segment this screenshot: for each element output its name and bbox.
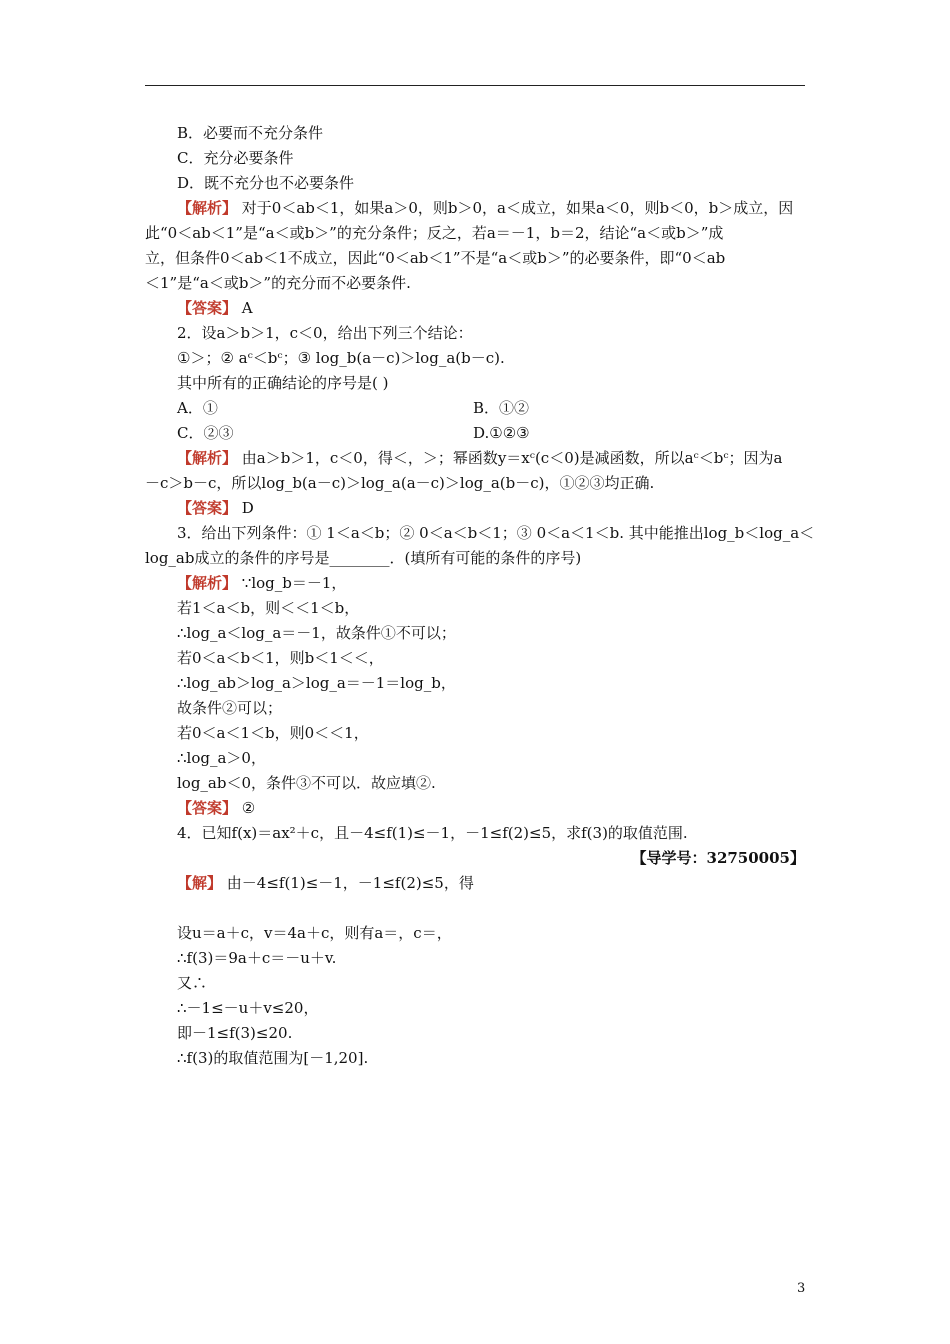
- page-number: 3: [797, 1281, 806, 1296]
- analysis-1-line-3: 立，但条件0＜ab＜1不成立，因此“0＜ab＜1”不是“a＜或b＞”的必要条件，即“0＜ab: [145, 249, 726, 267]
- solution-4-line-4: 又∴: [177, 974, 208, 992]
- analysis-3-line-3: ∴log_a＜log_a＝－1，故条件①不可以；: [177, 624, 456, 642]
- option-d: D.①②③: [473, 424, 530, 442]
- question-2-stem: 2．设a＞b＞1，c＜0，给出下列三个结论：: [177, 324, 473, 342]
- solution-text: 由－4≤f(1)≤－1，－1≤f(2)≤5，得: [222, 874, 474, 892]
- option-b: B．①②: [473, 399, 530, 417]
- analysis-text: ∵log_b＝－1，: [237, 574, 347, 592]
- answer-2: [177, 496, 254, 520]
- option-c: C．②③: [177, 424, 234, 442]
- analysis-3-line-1: [177, 571, 346, 595]
- answer-text: D: [237, 499, 254, 517]
- solution-4-line-6: 即－1≤f(3)≤20.: [177, 1024, 293, 1042]
- solution-4-line-5: ∴－1≤－u＋v≤20，: [177, 999, 319, 1017]
- analysis-3-line-7: 若0＜a＜1＜b，则0＜＜1，: [177, 724, 369, 742]
- analysis-1-line-2: 此“0＜ab＜1”是“a＜或b＞”的充分条件；反之，若a＝－1，b＝2，结论“a＜或b＞”成: [145, 224, 724, 242]
- analysis-3-line-8: ∴log_a＞0，: [177, 749, 266, 767]
- analysis-3-line-6: 故条件②可以；: [177, 699, 283, 717]
- solution-4-line-3: ∴f(3)＝9a＋c＝－u＋v.: [177, 949, 337, 967]
- option-c: C．充分必要条件: [177, 149, 294, 167]
- question-4-stem: 4．已知f(x)＝ax²＋c，且－4≤f(1)≤－1，－1≤f(2)≤5，求f(3)的取值范围.: [177, 824, 688, 842]
- solution-4-line-2: 设u＝a＋c，v＝4a＋c，则有a＝，c＝，: [177, 924, 452, 942]
- analysis-3-line-2: 若1＜a＜b，则＜＜1＜b，: [177, 599, 360, 617]
- header-rule: [145, 85, 805, 86]
- answer-tag: 【答案】: [177, 299, 238, 317]
- analysis-tag: 【解析】: [177, 449, 238, 467]
- question-3-line-2: log_ab成立的条件的序号是________．(填所有可能的条件的序号): [145, 549, 582, 567]
- question-3-line-1: 3．给出下列条件：① 1＜a＜b；② 0＜a＜b＜1；③ 0＜a＜1＜b. 其中能推出log_b＜log_a＜: [177, 524, 815, 542]
- answer-3: [177, 796, 255, 820]
- analysis-tag: 【解析】: [177, 574, 238, 592]
- solution-4-line-7: ∴f(3)的取值范围为[－1,20].: [177, 1049, 369, 1067]
- analysis-text: 由a＞b＞1，c＜0，得＜，＞；幂函数y＝xᶜ(c＜0)是减函数，所以aᶜ＜bᶜ；因为a: [237, 449, 783, 467]
- answer-tag: 【答案】: [177, 799, 238, 817]
- analysis-3-line-9: log_ab＜0，条件③不可以．故应填②.: [177, 774, 436, 792]
- guide-number: 【导学号：32750005】: [631, 849, 805, 867]
- option-a: A．①: [177, 399, 218, 417]
- answer-1: [177, 296, 253, 320]
- solution-tag: 【解】: [177, 874, 223, 892]
- analysis-2-line-1: [177, 446, 782, 470]
- analysis-text: 对于0＜ab＜1，如果a＞0，则b＞0，a＜成立，如果a＜0，则b＜0，b＞成立，因: [237, 199, 794, 217]
- option-d: D．既不充分也不必要条件: [177, 174, 355, 192]
- question-2-conclusions: ①＞；② aᶜ＜bᶜ；③ log_b(a－c)＞log_a(b－c).: [177, 349, 505, 367]
- answer-text: ②: [237, 799, 256, 817]
- question-2-ask: 其中所有的正确结论的序号是( ): [177, 374, 389, 392]
- solution-4-line-1: [177, 871, 474, 895]
- option-b: B．必要而不充分条件: [177, 124, 324, 142]
- analysis-1-line-1: [177, 196, 793, 220]
- analysis-tag: 【解析】: [177, 199, 238, 217]
- answer-tag: 【答案】: [177, 499, 238, 517]
- analysis-2-line-2: －c＞b－c，所以log_b(a－c)＞log_a(a－c)＞log_a(b－c)，①②③均正确.: [145, 474, 655, 492]
- analysis-3-line-4: 若0＜a＜b＜1，则b＜1＜＜，: [177, 649, 384, 667]
- analysis-1-line-4: ＜1”是“a＜或b＞”的充分而不必要条件.: [145, 274, 411, 292]
- analysis-3-line-5: ∴log_ab＞log_a＞log_a＝－1＝log_b，: [177, 674, 456, 692]
- answer-text: A: [237, 299, 253, 317]
